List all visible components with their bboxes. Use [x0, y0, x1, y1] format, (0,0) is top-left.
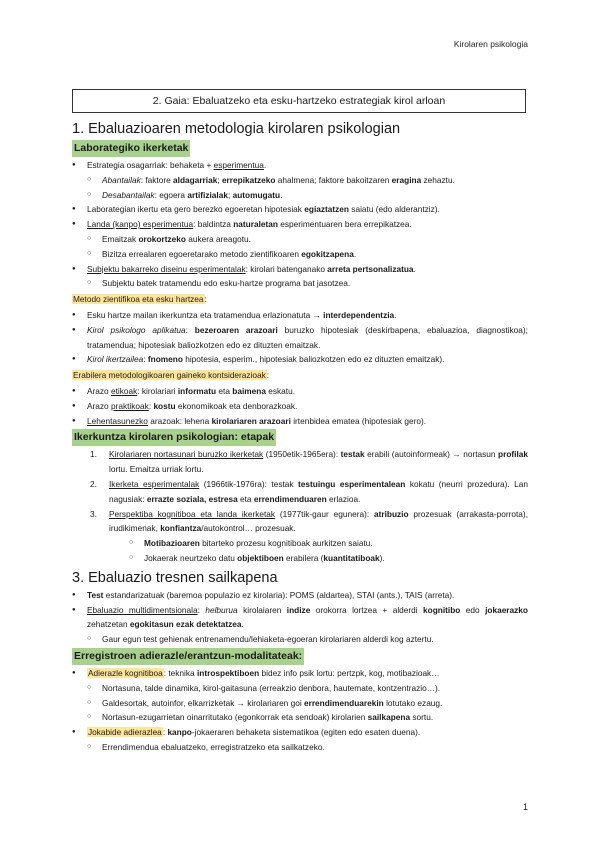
list-item: ○ Desabantailak: egoera artifizialak; automugatu. [72, 188, 528, 203]
list-item: ● Subjektu bakarreko diseinu esperimentalak: kirolari batenganako arreta pertsonalizatua. [72, 262, 528, 277]
list-item: ● Kirol psikologo aplikatua: bezeroaren arazoari buruzko hipotesiak (deskirbapena, ebaluazioa, diagnostikoa); tratamendua; hipotesiak baliozkotzen edo ez dituzten emaitzak. [72, 323, 528, 353]
list-item: ○ Abantailak: faktore aldagarriak; errepikatzeko ahalmena; faktore bakoitzaren eragina zehaztu. [72, 173, 528, 188]
lab-list [72, 158, 528, 291]
page-number: 1 [522, 802, 528, 812]
method-heading: Metodo zientifikoa eta esku hartzea [73, 294, 204, 305]
list-item: ● Estrategia osagarriak: behaketa + esperimentua. [72, 158, 528, 173]
list-item: ● Arazo etikoak: kirolariari informatu eta baimena eskatu. [72, 384, 528, 399]
list-item: ○ Subjektu batek tratamendu edo esku-hartze programa bat jasotzea. [72, 276, 528, 291]
document-body: 1. Ebaluazioaren metodologia kirolaren psikologian Laborategiko ikerketak ● Estrategia osagarriak: behaketa + esperimentua. ○ Abantailak: faktore aldagarriak; errepikatzeko ahalmena; faktore bakoitzaren eragina zehaztu. ○ Desabantailak: egoera artifizialak; automugatu. ● Laborategian ikertu eta gero berezko egoeretan hipotesiak egiaztatzen saiatu (edo alderantziz). ● Landa (kanpo) esperimentua: baldintza naturaletan esperimentuaren bera errepikatzea. ○ Emaitzak orokortzeko aukera areagotu. ○ Bizitza errealaren egoeretarako metodo zientifikoaren egokitzapena. ● Subjektu bakarreko diseinu esperimentalak: kirolari batenganako arreta pertsonalizatua. ○ Subjektu batek tratamendu edo esku-hartze programa bat jasotzea. Metodo zientifikoa eta esku hartzea: ● Esku hartze mailan ikerkuntza eta tratamendua erlazionatuta → interdependentzia. ● Kirol psikologo aplikatua: bezeroaren arazoari buruzko hipotesiak (deskirbapena, ebaluazioa, diagnostikoa); tratamendua; hipotesiak baliozkotzen edo ez dituzten emaitzak. ● Kirol ikertzailea: fnomeno hipotesia, esperim., hipotesiak baliozkotzen edo ez dituzten emaitzak). Erabilera metodologikoaren gaineko kontsiderazioak: ● Arazo etikoak: kirolariari informatu eta baimena eskatu. ● Arazo praktikoak: kostu ekonomikoak eta denborazkoak. ● Lehentasunezko arazoak: lehena kirolariaren arazoari irtenbidea ematea (hipotesiak gero). Ikerkuntza kirolaren psikologian: etapak 1. Kirolariaren nortasunari buruzko ikerketak (1950etik-1965era): testak erabili (autoinformeak) → nortasun profilak lortu. Emaitza urriak lortu. 2. Ikerketa esperimentalak (1966tik-1976ra): testak testuingu esperimentalean kokatu (neurri prozedura). Lan nagusiak: errazte soziala, estresa eta errendimenduaren erlazioa. 3. Perspektiba kognitiboa eta landa ikerketak (1977tik-gaur egunera): atribuzio prozesuak (arrakasta-porrota), irudikimenak, konfiantza/autokontrol… prozesuak. ○ Motibazioaren bitarteko prozesu kognitiboak aurkitzen saiatu. ○ Jokaerak neurtzeko datu objektiboen erabilera (kuantitatiboak). 3. Ebaluazio tresnen sailkapena ● Test estandarizatuak (baremoa populazio ez kirolaria): POMS (aldartea), STAI (ants.), TAIS (arreta). ● Ebaluazio multidimentsionala: helburua kirolaiaren indize orokorra lortzea + alderdi kognitibo edo jokaerazko zehatzetan egokitasun ezak detektatzea. ○ Gaur egun test gehienak entrenamendu/lehiaketa-egoeran kirolariaren alderdi kog aztertu. Erregistroen adierazle/erantzun-modalitateak: ● Adierazle kognitiboa: teknika introspektiboen bidez info psik lortu: pertzpk, kog, motibazioak… ○ Nortasuna, talde dinamika, kirol-gaitasuna (erreakzio denbora, hautemate, kontzentrazio…). ○ Galdesortak, autoinfor, elkarrizketak → kirolariaren goi errendimenduarekin lotutako ezaug. ○ Nortasun-ezugarrietan oinarritutako (egonkorrak eta sendoak) kirolarien sailkapena sortu. ● Jokabide adierazlea: kanpo-jokaeraren behaketa sistematikoa (egiten edo esaten duena). ○ Errendimendua ebaluatzeko, erregistratzeko eta sailkatzeko. [72, 117, 528, 755]
list-item: ● Landa (kanpo) esperimentua: baldintza naturaletan esperimentuaren bera errepikatzea. [72, 217, 528, 232]
list-item: ● Laborategian ikertu eta gero berezko egoeretan hipotesiak egiaztatzen saiatu (edo alderantziz). [72, 202, 528, 217]
list-item: ○ Emaitzak orokortzeko aukera areagotu. [72, 232, 528, 247]
list-item: ○ Nortasun-ezugarrietan oinarritutako (egonkorrak eta sendoak) kirolarien sailkapena sortu. [72, 710, 528, 725]
list-item: ● Ebaluazio multidimentsionala: helburua kirolaiaren indize orokorra lortzea + alderdi kognitibo edo jokaerazko zehatzetan egokitasun ezak detektatzea. [72, 603, 528, 633]
list-item: ○ Errendimendua ebaluatzeko, erregistratzeko eta sailkatzeko. [72, 740, 528, 755]
list-item: ○ Motibazioaren bitarteko prozesu kognitiboak aurkitzen saiatu. [72, 536, 528, 551]
list-item: ● Test estandarizatuak (baremoa populazio ez kirolaria): POMS (aldartea), STAI (ants.), TAIS (arreta). [72, 588, 528, 603]
list-item: ○ Jokaerak neurtzeko datu objektiboen erabilera (kuantitatiboak). [72, 551, 528, 566]
section-3-heading: 3. Ebaluazio tresnen sailkapena [72, 569, 278, 586]
running-header: Kirolaren psikologia [453, 39, 528, 49]
list-item: ○ Bizitza errealaren egoeretarako metodo zientifikoaren egokitzapena. [72, 247, 528, 262]
chapter-title-box: 2. Gaia: Ebaluatzeko eta esku-hartzeko estrategiak kirol arloan [72, 89, 526, 113]
research-stages-heading: Ikerkuntza kirolaren psikologian: etapak [72, 429, 276, 446]
list-item: 1. Kirolariaren nortasunari buruzko ikerketak (1950etik-1965era): testak erabili (autoinformeak) → nortasun profilak lortu. Emaitza urriak lortu. [90, 449, 528, 475]
method-list [72, 308, 528, 367]
list-item: ● Esku hartze mailan ikerkuntza eta tratamendua erlazionatuta → interdependentzia. [72, 308, 528, 323]
list-item: ○ Galdesortak, autoinfor, elkarrizketak → kirolariaren goi errendimenduarekin lotutako ezaug. [72, 696, 528, 711]
indicators-heading: Erregistroen adierazle/erantzun-modalitateak: [72, 648, 304, 665]
list-item: ○ Gaur egun test gehienak entrenamendu/lehiaketa-egoeran kirolariaren alderdi kog aztertu. [72, 632, 528, 647]
indicators-list [72, 666, 528, 755]
considerations-heading: Erabilera metodologikoaren gaineko kontsiderazioak [73, 370, 266, 381]
lab-research-heading: Laborategiko ikerketak [72, 140, 190, 157]
list-item: ● Arazo praktikoak: kostu ekonomikoak eta denborazkoak. [72, 399, 528, 414]
tools-list [72, 588, 528, 647]
list-item: ● Lehentasunezko arazoak: lehena kirolariaren arazoari irtenbidea ematea (hipotesiak gero). [72, 414, 528, 429]
list-item: 2. Ikerketa esperimentalak (1966tik-1976ra): testak testuingu esperimentalean kokatu (neurri prozedura). Lan nagusiak: errazte soziala, estresa eta errendimenduaren erlazioa. [90, 478, 528, 504]
list-item: ○ Nortasuna, talde dinamika, kirol-gaitasuna (erreakzio denbora, hautemate, kontzentrazio…). [72, 681, 528, 696]
list-item: ● Kirol ikertzailea: fnomeno hipotesia, esperim., hipotesiak baliozkotzen edo ez dituzten emaitzak). [72, 352, 528, 367]
considerations-list [72, 384, 528, 428]
section-1-heading: 1. Ebaluazioaren metodologia kirolaren psikologian [72, 121, 401, 137]
list-item: ● Jokabide adierazlea: kanpo-jokaeraren behaketa sistematikoa (egiten edo esaten duena). [72, 725, 528, 740]
list-item: ● Adierazle kognitiboa: teknika introspektiboen bidez info psik lortu: pertzpk, kog, motibazioak… [72, 666, 528, 681]
research-stages-list [72, 447, 528, 565]
list-item: 3. Perspektiba kognitiboa eta landa ikerketak (1977tik-gaur egunera): atribuzio prozesuak (arrakasta-porrota), irudikimenak, konfiantza/autokontrol… prozesuak. [90, 508, 528, 534]
